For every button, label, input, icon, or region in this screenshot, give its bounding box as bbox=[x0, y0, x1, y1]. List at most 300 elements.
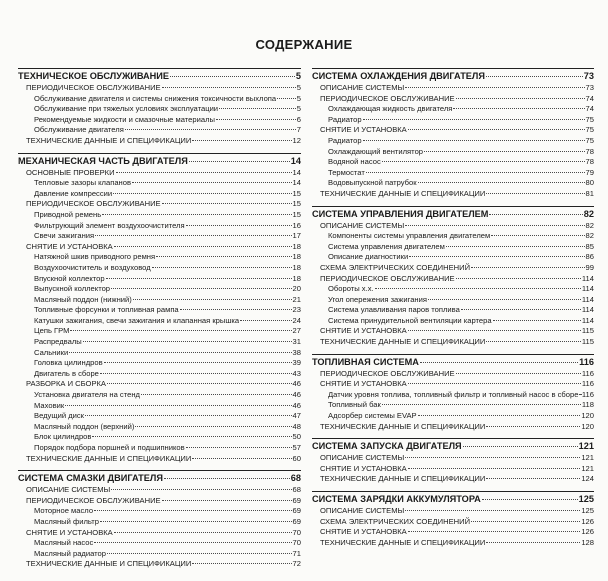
toc-page-number: 115 bbox=[581, 326, 594, 336]
dot-leader bbox=[408, 529, 581, 532]
dot-leader bbox=[94, 508, 292, 511]
toc-item[interactable] bbox=[312, 316, 594, 327]
toc-page-number: 116 bbox=[581, 368, 594, 378]
toc-item[interactable] bbox=[18, 274, 301, 285]
toc-page-number: 14 bbox=[292, 178, 301, 188]
toc-subsection[interactable] bbox=[312, 527, 594, 538]
toc-page-number: 21 bbox=[292, 294, 301, 304]
toc-entry-title: ПЕРИОДИЧЕСКОЕ ОБСЛУЖИВАНИЕ bbox=[320, 368, 455, 378]
dot-leader bbox=[106, 276, 292, 279]
toc-page-number: 116 bbox=[579, 356, 594, 367]
toc-entry-title: СИСТЕМА ЗАПУСКА ДВИГАТЕЛЯ bbox=[312, 441, 462, 452]
toc-page-number: 31 bbox=[292, 337, 301, 347]
toc-page-number: 72 bbox=[292, 559, 301, 569]
toc-page-number: 46 bbox=[292, 390, 301, 400]
dot-leader bbox=[111, 286, 292, 289]
toc-entry-title: ПЕРИОДИЧЕСКОЕ ОБСЛУЖИВАНИЕ bbox=[320, 273, 455, 283]
dot-leader bbox=[104, 360, 292, 363]
dot-leader bbox=[94, 540, 291, 543]
dot-leader bbox=[366, 170, 585, 173]
toc-item[interactable] bbox=[18, 443, 301, 454]
toc-subsection[interactable] bbox=[18, 242, 301, 253]
dot-leader bbox=[189, 159, 290, 162]
toc-entry-title: СНЯТИЕ И УСТАНОВКА bbox=[320, 527, 407, 537]
dot-leader bbox=[192, 561, 291, 564]
toc-entry-title: Сальники bbox=[34, 347, 69, 357]
toc-item[interactable] bbox=[312, 157, 594, 168]
dot-leader bbox=[486, 339, 581, 342]
toc-subsection[interactable] bbox=[18, 168, 301, 179]
dot-leader bbox=[240, 318, 291, 321]
dot-leader bbox=[216, 117, 296, 120]
toc-page-number: 69 bbox=[292, 495, 301, 505]
dot-leader bbox=[486, 74, 583, 77]
dot-leader bbox=[482, 497, 578, 500]
toc-section bbox=[312, 206, 594, 348]
toc-page-number: 6 bbox=[296, 114, 301, 124]
dot-leader bbox=[405, 508, 580, 511]
toc-entry-title: Масляный поддон (нижний) bbox=[34, 294, 132, 304]
dot-leader bbox=[219, 106, 296, 109]
toc-page-number: 70 bbox=[292, 527, 301, 537]
toc-page-number: 60 bbox=[292, 453, 301, 463]
dot-leader bbox=[164, 476, 290, 479]
toc-item[interactable] bbox=[18, 538, 301, 549]
dot-leader bbox=[83, 339, 292, 342]
dot-leader bbox=[162, 201, 292, 204]
toc-entry-title: СХЕМА ЭЛЕКТРИЧЕСКИХ СОЕДИНЕНИЙ bbox=[320, 516, 471, 526]
toc-page-number: 121 bbox=[581, 463, 594, 473]
toc-entry-title: Цепь ГРМ bbox=[34, 326, 70, 336]
toc-item[interactable] bbox=[18, 549, 301, 560]
toc-subsection[interactable] bbox=[312, 189, 594, 200]
toc-chapter[interactable] bbox=[18, 69, 301, 83]
toc-subsection[interactable] bbox=[18, 199, 301, 210]
toc-section bbox=[312, 354, 594, 433]
dot-leader bbox=[113, 191, 291, 194]
toc-subsection[interactable] bbox=[312, 453, 594, 464]
toc-page-number: 120 bbox=[581, 421, 594, 431]
toc-item[interactable] bbox=[18, 295, 301, 306]
toc-entry-title: Обороты х.х. bbox=[328, 284, 374, 294]
toc-entry-title: Обслуживание двигателя и системы снижения токсичности выхлопа bbox=[34, 93, 277, 103]
toc-entry-title: Ведущий диск bbox=[34, 411, 84, 421]
toc-page-number: 69 bbox=[292, 516, 301, 526]
dot-leader bbox=[463, 444, 578, 447]
toc-section bbox=[18, 153, 301, 465]
toc-page-number: 69 bbox=[292, 506, 301, 516]
dot-leader bbox=[170, 74, 295, 77]
toc-subsection[interactable] bbox=[312, 422, 594, 433]
toc-subsection[interactable] bbox=[18, 379, 301, 390]
toc-page-number: 115 bbox=[581, 337, 594, 347]
toc-page-number: 121 bbox=[578, 441, 594, 452]
toc-page-number: 18 bbox=[292, 252, 301, 262]
toc-page-number: 50 bbox=[292, 432, 301, 442]
toc-item[interactable] bbox=[312, 390, 594, 401]
toc-page-number: 114 bbox=[581, 315, 594, 325]
toc-chapter[interactable] bbox=[18, 471, 301, 485]
dot-leader bbox=[65, 403, 291, 406]
toc-entry-title: Моторное масло bbox=[34, 506, 94, 516]
toc-subsection[interactable] bbox=[18, 454, 301, 465]
toc-chapter[interactable] bbox=[312, 207, 594, 221]
dot-leader bbox=[114, 530, 292, 533]
dot-leader bbox=[579, 392, 580, 395]
toc-page-number: 114 bbox=[581, 294, 594, 304]
toc-page-number: 81 bbox=[585, 188, 594, 198]
toc-entry-title: ТЕХНИЧЕСКИЕ ДАННЫЕ И СПЕЦИФИКАЦИИ bbox=[26, 559, 192, 569]
toc-entry-title: РАЗБОРКА И СБОРКА bbox=[26, 379, 107, 389]
toc-entry-title: ПЕРИОДИЧЕСКОЕ ОБСЛУЖИВАНИЕ bbox=[26, 199, 161, 209]
dot-leader bbox=[409, 254, 584, 257]
toc-section bbox=[18, 470, 301, 570]
dot-leader bbox=[424, 149, 585, 152]
toc-entry-title: СНЯТИЕ И УСТАНОВКА bbox=[26, 527, 113, 537]
toc-item[interactable] bbox=[18, 348, 301, 359]
toc-subsection[interactable] bbox=[312, 538, 594, 549]
toc-item[interactable] bbox=[18, 231, 301, 242]
dot-leader bbox=[471, 519, 580, 522]
dot-leader bbox=[180, 307, 292, 310]
dot-leader bbox=[456, 96, 585, 99]
dot-leader bbox=[102, 212, 291, 215]
toc-subsection[interactable] bbox=[312, 517, 594, 528]
toc-entry-title: ТЕХНИЧЕСКИЕ ДАННЫЕ И СПЕЦИФИКАЦИИ bbox=[320, 421, 486, 431]
dot-leader bbox=[456, 371, 581, 374]
toc-page-number: 73 bbox=[585, 83, 594, 92]
toc-page-number: 46 bbox=[292, 400, 301, 410]
toc-item[interactable] bbox=[18, 263, 301, 274]
toc-entry-title: ОПИСАНИЕ СИСТЕМЫ bbox=[26, 485, 111, 495]
toc-page-number: 114 bbox=[581, 305, 594, 315]
toc-item[interactable] bbox=[312, 252, 594, 263]
toc-entry-title: Двигатель в сборе bbox=[34, 368, 99, 378]
toc-page-number: 116 bbox=[581, 379, 594, 389]
toc-page-number: 125 bbox=[578, 494, 594, 504]
toc-item[interactable] bbox=[18, 506, 301, 517]
toc-page-number: 47 bbox=[292, 411, 301, 421]
toc-subsection[interactable] bbox=[312, 464, 594, 475]
toc-entry-title: Свечи зажигания bbox=[34, 231, 95, 241]
dot-leader bbox=[382, 402, 581, 405]
toc-entry-title: СИСТЕМА УПРАВЛЕНИЯ ДВИГАТЕЛЕМ bbox=[312, 208, 489, 219]
dot-leader bbox=[471, 265, 585, 268]
dot-leader bbox=[408, 466, 581, 469]
toc-page-number: 15 bbox=[292, 188, 301, 198]
toc-entry-title: ТЕХНИЧЕСКИЕ ДАННЫЕ И СПЕЦИФИКАЦИИ bbox=[26, 135, 192, 145]
toc-entry-title: СНЯТИЕ И УСТАНОВКА bbox=[320, 125, 407, 135]
toc-subsection[interactable] bbox=[312, 369, 594, 380]
dot-leader bbox=[69, 350, 291, 353]
dot-leader bbox=[162, 498, 292, 501]
toc-entry-title: Впускной коллектор bbox=[34, 273, 105, 283]
dot-leader bbox=[493, 318, 581, 321]
toc-item[interactable] bbox=[18, 422, 301, 433]
dot-leader bbox=[408, 127, 585, 130]
toc-item[interactable] bbox=[312, 104, 594, 115]
toc-page-number: 16 bbox=[292, 220, 301, 230]
toc-entry-title: Распредвалы bbox=[34, 337, 82, 347]
toc-page-number: 48 bbox=[292, 421, 301, 431]
toc-entry-title: СИСТЕМА ЗАРЯДКИ АККУМУЛЯТОРА bbox=[312, 494, 481, 504]
toc-subsection[interactable] bbox=[18, 496, 301, 507]
toc-entry-title: ОПИСАНИЕ СИСТЕМЫ bbox=[320, 220, 405, 230]
toc-item[interactable] bbox=[18, 316, 301, 327]
dot-leader bbox=[418, 180, 585, 183]
toc-entry-title: СНЯТИЕ И УСТАНОВКА bbox=[320, 463, 407, 473]
toc-item[interactable] bbox=[18, 432, 301, 443]
toc-page-number: 5 bbox=[295, 71, 301, 81]
dot-leader bbox=[141, 392, 292, 395]
dot-leader bbox=[453, 106, 584, 109]
toc-entry-title: СИСТЕМА ОХЛАЖДЕНИЯ ДВИГАТЕЛЯ bbox=[312, 71, 485, 81]
toc-entry-title: Масляный поддон (верхний) bbox=[34, 421, 135, 431]
toc-item[interactable] bbox=[18, 178, 301, 189]
toc-page-number: 5 bbox=[296, 93, 301, 103]
toc-entry-title: Обслуживание при тяжелых условиях эксплуатации bbox=[34, 104, 219, 114]
dot-leader bbox=[420, 360, 578, 363]
toc-entry-title: ОПИСАНИЕ СИСТЕМЫ bbox=[320, 83, 405, 92]
toc-item[interactable] bbox=[18, 210, 301, 221]
toc-item[interactable] bbox=[18, 252, 301, 263]
toc-item[interactable] bbox=[18, 189, 301, 200]
dot-leader bbox=[135, 424, 291, 427]
toc-page-number: 73 bbox=[583, 71, 594, 81]
toc-page-number: 27 bbox=[292, 326, 301, 336]
toc-entry-title: ТЕХНИЧЕСКИЕ ДАННЫЕ И СПЕЦИФИКАЦИИ bbox=[320, 537, 486, 547]
toc-subsection[interactable] bbox=[312, 337, 594, 348]
toc-page-number: 114 bbox=[581, 284, 594, 294]
toc-item[interactable] bbox=[18, 369, 301, 380]
toc-subsection[interactable] bbox=[18, 485, 301, 496]
dot-leader bbox=[486, 476, 580, 479]
dot-leader bbox=[405, 455, 580, 458]
toc-page-number: 74 bbox=[585, 104, 594, 114]
dot-leader bbox=[186, 223, 292, 226]
toc-entry-title: СНЯТИЕ И УСТАНОВКА bbox=[320, 326, 407, 336]
dot-leader bbox=[107, 551, 292, 554]
dot-leader bbox=[461, 307, 581, 310]
toc-item[interactable] bbox=[312, 147, 594, 158]
toc-page-number: 57 bbox=[292, 443, 301, 452]
toc-page-number: 12 bbox=[292, 135, 301, 145]
toc-item[interactable] bbox=[18, 358, 301, 369]
toc-page-number: 74 bbox=[585, 93, 594, 103]
toc-page-number: 118 bbox=[581, 400, 594, 410]
toc-item[interactable] bbox=[18, 284, 301, 295]
toc-entry-title: Блок цилиндров bbox=[34, 432, 92, 442]
toc-item[interactable] bbox=[18, 221, 301, 232]
toc-page-number: 68 bbox=[292, 485, 301, 495]
dot-leader bbox=[446, 244, 585, 247]
dot-leader bbox=[405, 223, 584, 226]
toc-column-left bbox=[18, 68, 301, 576]
toc-page-number: 86 bbox=[585, 252, 594, 262]
toc-item[interactable] bbox=[18, 337, 301, 348]
dot-leader bbox=[363, 138, 585, 141]
toc-item[interactable] bbox=[18, 305, 301, 316]
dot-leader bbox=[491, 233, 584, 236]
toc-page-number: 124 bbox=[581, 474, 594, 484]
toc-chapter[interactable] bbox=[312, 69, 594, 83]
toc-item[interactable] bbox=[18, 125, 301, 136]
toc-item[interactable] bbox=[312, 242, 594, 253]
toc-item[interactable] bbox=[312, 284, 594, 295]
toc-subsection[interactable] bbox=[312, 94, 594, 105]
toc-item[interactable] bbox=[18, 411, 301, 422]
toc-entry-title: ПЕРИОДИЧЕСКОЕ ОБСЛУЖИВАНИЕ bbox=[320, 93, 455, 103]
dot-leader bbox=[85, 413, 292, 416]
toc-item[interactable] bbox=[312, 136, 594, 147]
dot-leader bbox=[132, 180, 292, 183]
toc-entry-title: ПЕРИОДИЧЕСКОЕ ОБСЛУЖИВАНИЕ bbox=[26, 495, 161, 505]
toc-item[interactable] bbox=[312, 178, 594, 189]
toc-page-number: 126 bbox=[581, 516, 594, 526]
toc-page-number: 46 bbox=[292, 379, 301, 389]
toc-page-number: 75 bbox=[585, 125, 594, 135]
toc-entry-title: Система улавливания паров топлива bbox=[328, 305, 460, 315]
toc-page-number: 14 bbox=[290, 155, 301, 166]
toc-entry-title: Топливные форсунки и топливная рампа bbox=[34, 305, 179, 315]
toc-item[interactable] bbox=[18, 94, 301, 105]
dot-leader bbox=[408, 381, 581, 384]
toc-page-number: 18 bbox=[292, 273, 301, 283]
toc-subsection[interactable] bbox=[312, 125, 594, 136]
toc-item[interactable] bbox=[312, 295, 594, 306]
toc-entry-title: Масляный насос bbox=[34, 538, 94, 548]
toc-item[interactable] bbox=[18, 390, 301, 401]
dot-leader bbox=[162, 85, 296, 88]
toc-entry-title: ТЕХНИЧЕСКИЕ ДАННЫЕ И СПЕЦИФИКАЦИИ bbox=[320, 188, 486, 198]
toc-entry-title: Приводной ремень bbox=[34, 209, 102, 219]
toc-entry-title: ТОПЛИВНАЯ СИСТЕМА bbox=[312, 356, 419, 367]
toc-page-number: 82 bbox=[583, 208, 594, 219]
dot-leader bbox=[70, 328, 291, 331]
dot-leader bbox=[114, 244, 292, 247]
toc-entry-title: Система принудительной вентиляции картера bbox=[328, 315, 492, 325]
toc-entry-title: Обслуживание двигателя bbox=[34, 125, 124, 135]
toc-section bbox=[18, 68, 301, 147]
toc-entry-title: Выпускной коллектор bbox=[34, 284, 111, 294]
toc-entry-title: Охлаждающая жидкость двигателя bbox=[328, 104, 453, 114]
toc-chapter[interactable] bbox=[312, 355, 594, 369]
toc-page-number: 114 bbox=[581, 273, 594, 283]
dot-leader bbox=[486, 540, 580, 543]
dot-leader bbox=[486, 424, 580, 427]
toc-page-number: 70 bbox=[292, 538, 301, 548]
toc-page-number: 38 bbox=[292, 347, 301, 357]
toc-page-number: 128 bbox=[581, 537, 594, 547]
toc-entry-title: МЕХАНИЧЕСКАЯ ЧАСТЬ ДВИГАТЕЛЯ bbox=[18, 155, 188, 166]
toc-item[interactable] bbox=[312, 400, 594, 411]
toc-page-number: 5 bbox=[296, 83, 301, 92]
toc-chapter[interactable] bbox=[18, 154, 301, 168]
toc-item[interactable] bbox=[312, 168, 594, 179]
toc-entry-title: Масляный радиатор bbox=[34, 548, 106, 558]
toc-entry-title: ТЕХНИЧЕСКИЕ ДАННЫЕ И СПЕЦИФИКАЦИИ bbox=[320, 337, 486, 347]
toc-subsection[interactable] bbox=[18, 528, 301, 539]
toc-entry-title: Порядок подбора поршней и подшипников bbox=[34, 443, 185, 452]
dot-leader bbox=[405, 85, 584, 88]
toc-entry-title: Топливный бак bbox=[328, 400, 381, 410]
toc-entry-title: Компоненты системы управления двигателем bbox=[328, 231, 491, 241]
toc-entry-title: Охлаждающий вентилятор bbox=[328, 146, 424, 156]
toc-item[interactable] bbox=[18, 104, 301, 115]
toc-page-number: 78 bbox=[585, 146, 594, 156]
toc-chapter[interactable] bbox=[312, 439, 594, 453]
toc-item[interactable] bbox=[18, 401, 301, 412]
toc-page-number: 79 bbox=[585, 167, 594, 177]
toc-entry-title: ОПИСАНИЕ СИСТЕМЫ bbox=[320, 453, 405, 463]
toc-page-number: 126 bbox=[581, 527, 594, 537]
toc-entry-title: СИСТЕМА СМАЗКИ ДВИГАТЕЛЯ bbox=[18, 473, 163, 484]
dot-leader bbox=[382, 159, 585, 162]
toc-subsection[interactable] bbox=[312, 474, 594, 485]
toc-entry-title: ТЕХНИЧЕСКОЕ ОБСЛУЖИВАНИЕ bbox=[18, 71, 170, 81]
toc-item[interactable] bbox=[18, 517, 301, 528]
toc-entry-title: Тепловые зазоры клапанов bbox=[34, 178, 131, 188]
toc-subsection[interactable] bbox=[312, 379, 594, 390]
toc-page-number: 121 bbox=[581, 453, 594, 463]
toc-item[interactable] bbox=[312, 115, 594, 126]
toc-page-number: 23 bbox=[292, 305, 301, 315]
toc-item[interactable] bbox=[312, 411, 594, 422]
toc-subsection[interactable] bbox=[312, 263, 594, 274]
dot-leader bbox=[486, 191, 584, 194]
toc-section bbox=[312, 491, 594, 548]
toc-page-number: 17 bbox=[292, 231, 301, 241]
toc-entry-title: Рекомендуемые жидкости и смазочные материалы bbox=[34, 114, 215, 124]
toc-page-number: 18 bbox=[292, 262, 301, 272]
toc-entry-title: Адсорбер системы EVAP bbox=[328, 411, 417, 421]
toc-entry-title: Воздухоочиститель и воздуховод bbox=[34, 262, 151, 272]
toc-page-number: 80 bbox=[585, 178, 594, 188]
toc-entry-title: Система управления двигателем bbox=[328, 241, 445, 251]
toc-section bbox=[312, 438, 594, 485]
toc-entry-title: СНЯТИЕ И УСТАНОВКА bbox=[320, 379, 407, 389]
toc-subsection[interactable] bbox=[18, 136, 301, 147]
toc-chapter[interactable] bbox=[312, 492, 594, 506]
toc-subsection[interactable] bbox=[312, 326, 594, 337]
dot-leader bbox=[192, 456, 291, 459]
toc-entry-title: Натяжной шкив приводного ремня bbox=[34, 252, 156, 262]
toc-entry-title: Водяной насос bbox=[328, 157, 381, 167]
toc-page-number: 14 bbox=[292, 167, 301, 177]
toc-subsection[interactable] bbox=[312, 83, 594, 94]
toc-page-number: 85 bbox=[585, 241, 594, 251]
toc-page-number: 82 bbox=[585, 231, 594, 241]
toc-entry-title: Катушки зажигания, свечи зажигания и клапанная крышка bbox=[34, 315, 240, 325]
toc-subsection[interactable] bbox=[312, 506, 594, 517]
dot-leader bbox=[186, 445, 292, 448]
toc-subsection[interactable] bbox=[312, 274, 594, 285]
toc-subsection[interactable] bbox=[18, 83, 301, 94]
toc-page-number: 125 bbox=[581, 506, 594, 515]
toc-item[interactable] bbox=[312, 231, 594, 242]
toc-page-number: 99 bbox=[585, 262, 594, 272]
toc-item[interactable] bbox=[18, 326, 301, 337]
toc-item[interactable] bbox=[18, 115, 301, 126]
toc-page-number: 15 bbox=[292, 209, 301, 219]
dot-leader bbox=[277, 96, 296, 99]
toc-item[interactable] bbox=[312, 305, 594, 316]
toc-subsection[interactable] bbox=[312, 221, 594, 232]
toc-subsection[interactable] bbox=[18, 559, 301, 570]
dot-leader bbox=[456, 276, 581, 279]
toc-entry-title: Водовыпускной патрубок bbox=[328, 178, 417, 188]
toc-entry-title: Радиатор bbox=[328, 135, 362, 145]
